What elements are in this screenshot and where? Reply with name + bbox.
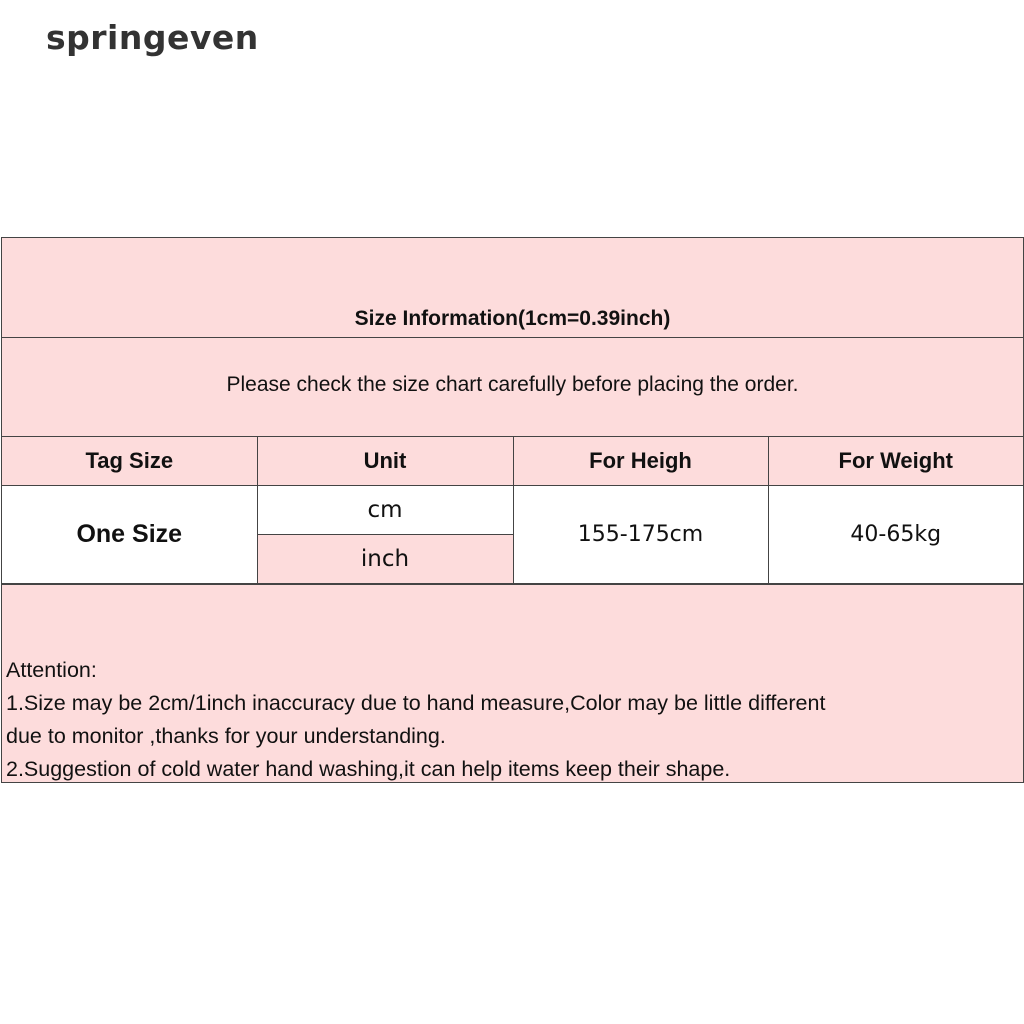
unit-inch-cell: inch (257, 535, 513, 584)
header-weight: For Weight (768, 437, 1023, 486)
brand-logo-text: springeven (46, 18, 259, 57)
unit-cm-cell: cm (257, 486, 513, 535)
header-unit: Unit (257, 437, 513, 486)
attention-line: 1.Size may be 2cm/1inch inaccuracy due to hand measure,Color may be little different (6, 691, 826, 715)
header-height: For Heigh (513, 437, 768, 486)
attention-heading: Attention: (6, 658, 97, 682)
attention-line: due to monitor ,thanks for your understanding. (6, 724, 446, 748)
tag-size-cell: One Size (2, 486, 257, 584)
header-tag-size: Tag Size (2, 437, 257, 486)
size-chart-title: Size Information(1cm=0.39inch) (354, 307, 671, 330)
size-chart-title-row (2, 238, 1023, 338)
table-row (2, 486, 1023, 535)
size-table-header-row (2, 437, 1023, 486)
size-chart (1, 237, 1024, 783)
weight-range-cell: 40-65kg (768, 486, 1023, 584)
attention-line: 2.Suggestion of cold water hand washing,it can help items keep their shape. (6, 757, 731, 781)
height-range-cell: 155-175cm (513, 486, 768, 584)
attention-section (2, 584, 1023, 782)
size-chart-notice: Please check the size chart carefully before placing the order. (2, 338, 1023, 437)
size-table (2, 437, 1023, 584)
